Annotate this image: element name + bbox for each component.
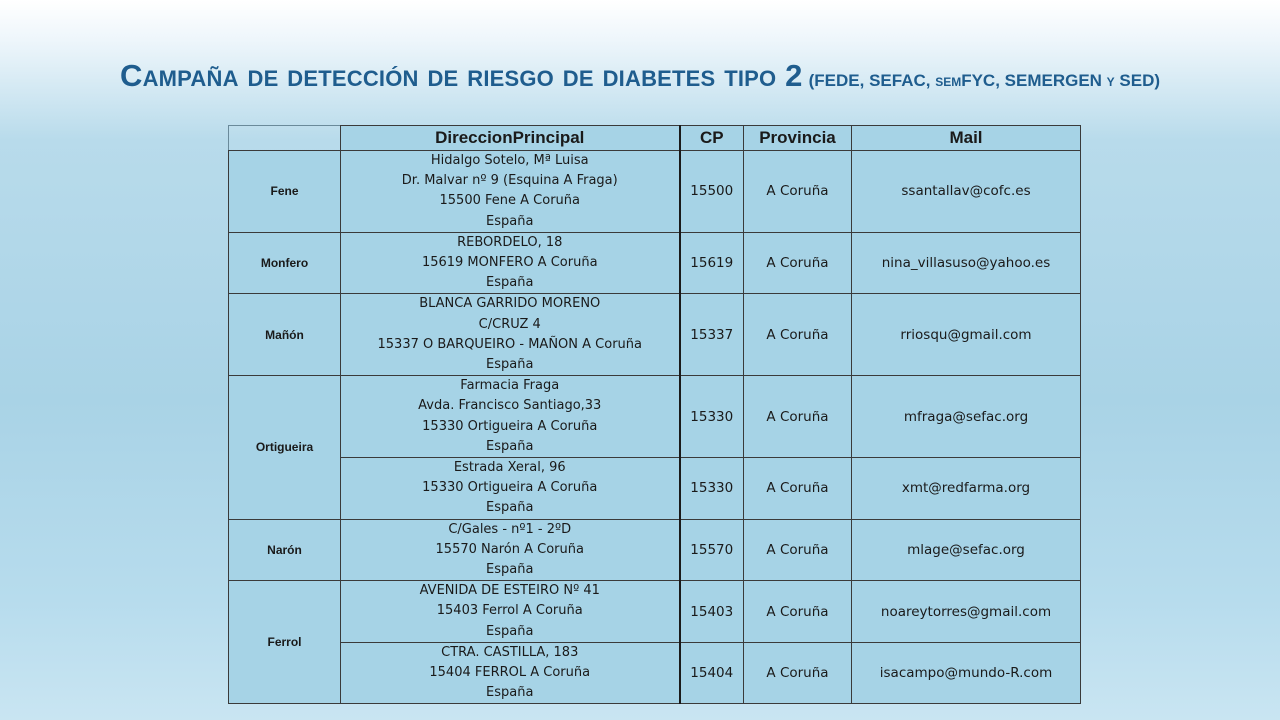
cp-cell: 15500 [680, 151, 744, 233]
address-line: Avda. Francisco Santiago,33 [418, 398, 602, 414]
address-line: 15619 MONFERO A Coruña [421, 255, 598, 271]
address-cell [341, 458, 680, 520]
mail-cell: nina_villasuso@yahoo.es [852, 232, 1081, 294]
address-line: España [486, 275, 534, 291]
location-cell: Fene [229, 151, 341, 233]
mail-cell: noareytorres@gmail.com [852, 581, 1081, 643]
address-cell [341, 581, 680, 643]
provincia-cell: A Coruña [744, 642, 852, 704]
provincia-cell: A Coruña [744, 581, 852, 643]
mail-cell: mlage@sefac.org [852, 519, 1081, 581]
provincia-cell: A Coruña [744, 151, 852, 233]
provincia-cell: A Coruña [744, 232, 852, 294]
header-direccion: DireccionPrincipal [341, 126, 680, 151]
cp-cell: 15570 [680, 519, 744, 581]
address-cell [341, 519, 680, 581]
provincia-cell: A Coruña [744, 458, 852, 520]
provincia-cell: A Coruña [744, 294, 852, 376]
address-cell [341, 232, 680, 294]
address-line: España [486, 357, 534, 373]
address-line: España [486, 685, 534, 701]
location-cell: Narón [229, 519, 341, 581]
address-line: REBORDELO, 18 [457, 234, 563, 250]
address-line: Dr. Malvar nº 9 (Esquina A Fraga) [401, 173, 618, 189]
mail-cell: xmt@redfarma.org [852, 458, 1081, 520]
table-row [229, 232, 1081, 294]
table-row [229, 376, 1081, 458]
cp-cell: 15330 [680, 458, 744, 520]
address-line: España [486, 438, 534, 454]
address-line: España [486, 623, 534, 639]
provincia-cell: A Coruña [744, 376, 852, 458]
header-provincia: Provincia [744, 126, 852, 151]
address-line: 15570 Narón A Coruña [435, 541, 584, 557]
cp-cell: 15337 [680, 294, 744, 376]
cp-cell: 15330 [680, 376, 744, 458]
address-line: España [486, 500, 534, 516]
address-line: C/CRUZ 4 [478, 316, 541, 332]
location-cell: Ortigueira [229, 376, 341, 519]
header-mail: Mail [852, 126, 1081, 151]
provincia-cell: A Coruña [744, 519, 852, 581]
cp-cell: 15619 [680, 232, 744, 294]
table-header-row [229, 126, 1081, 151]
table-row [229, 458, 1081, 520]
address-line: 15403 Ferrol A Coruña [436, 603, 583, 619]
address-line: AVENIDA DE ESTEIRO Nº 41 [419, 583, 600, 599]
address-line: 15330 Ortigueira A Coruña [422, 418, 598, 434]
slide-title-main: Campaña de detección de riesgo de diabetes tipo 2 [119, 58, 803, 93]
address-line: 15500 Fene A Coruña [439, 193, 580, 209]
address-line: BLANCA GARRIDO MORENO [419, 296, 601, 312]
location-cell: Monfero [229, 232, 341, 294]
address-cell [341, 151, 680, 233]
address-line: 15337 O BARQUEIRO - MAÑON A Coruña [377, 336, 642, 352]
pharmacy-table [228, 125, 1081, 704]
mail-cell: isacampo@mundo-R.com [852, 642, 1081, 704]
address-cell [341, 376, 680, 458]
cp-cell: 15404 [680, 642, 744, 704]
address-cell [341, 294, 680, 376]
address-line: Estrada Xeral, 96 [453, 460, 566, 476]
mail-cell: mfraga@sefac.org [852, 376, 1081, 458]
slide-title-sub: (FEDE, SEFAC, semFYC, SEMERGEN y SED) [808, 71, 1161, 90]
table-row [229, 642, 1081, 704]
address-line: CTRA. CASTILLA, 183 [441, 644, 579, 660]
table-corner-cell [229, 126, 341, 151]
address-line: España [486, 213, 534, 229]
table-row [229, 581, 1081, 643]
header-cp: CP [680, 126, 744, 151]
mail-cell: ssantallav@cofc.es [852, 151, 1081, 233]
mail-cell: rriosqu@gmail.com [852, 294, 1081, 376]
slide-title [0, 58, 1280, 94]
table-row [229, 519, 1081, 581]
address-line: 15404 FERROL A Coruña [429, 665, 591, 681]
address-line: 15330 Ortigueira A Coruña [422, 480, 598, 496]
location-cell: Mañón [229, 294, 341, 376]
address-line: España [486, 562, 534, 578]
table-row [229, 294, 1081, 376]
address-line: Farmacia Fraga [460, 378, 560, 394]
address-line: C/Gales - nº1 - 2ºD [448, 521, 572, 537]
address-line: Hidalgo Sotelo, Mª Luisa [430, 153, 589, 168]
table-row [229, 151, 1081, 233]
location-cell: Ferrol [229, 581, 341, 704]
cp-cell: 15403 [680, 581, 744, 643]
address-cell [341, 642, 680, 704]
